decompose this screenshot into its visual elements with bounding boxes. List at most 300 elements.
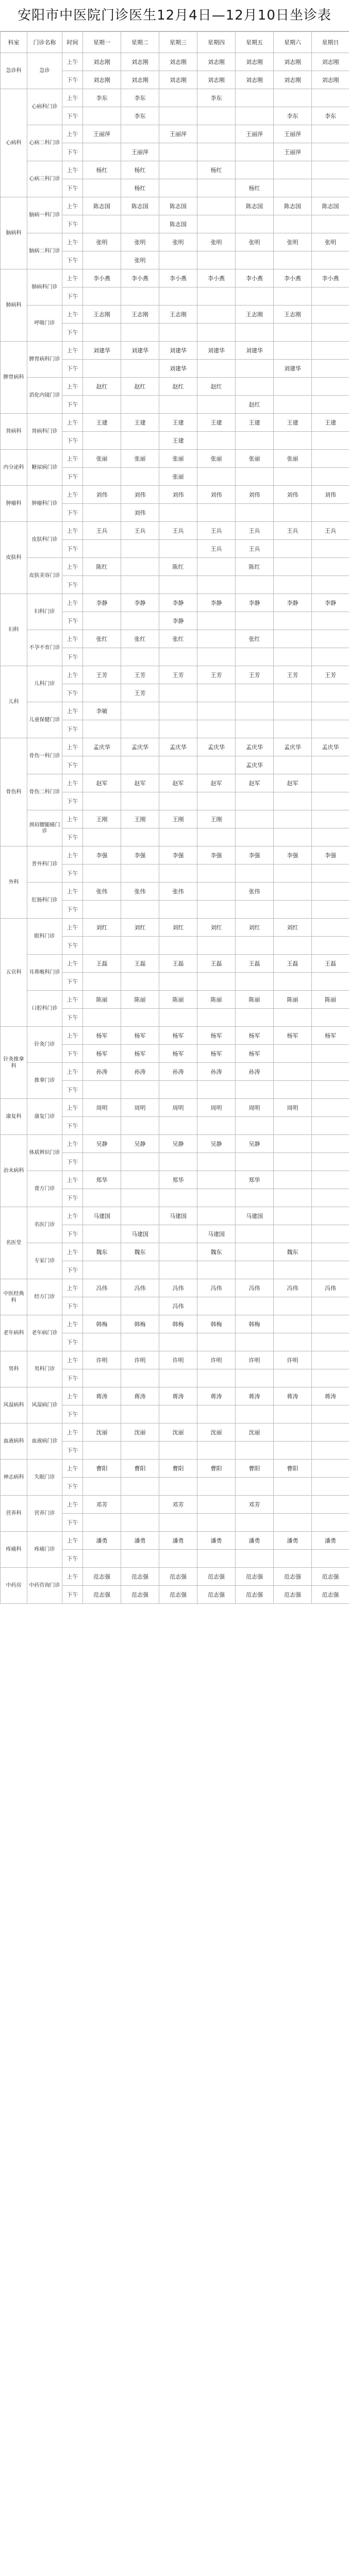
doctor-cell (197, 1478, 236, 1496)
doctor-cell: 李小燕 (274, 269, 312, 287)
doctor-cell (236, 1442, 274, 1460)
doctor-cell: 杨军 (274, 1027, 312, 1045)
doctor-cell: 张丽 (236, 450, 274, 468)
doctor-cell: 杨军 (121, 1027, 159, 1045)
doctor-cell (83, 720, 121, 738)
period-cell: 下午 (62, 720, 83, 738)
doctor-cell: 王磊 (274, 955, 312, 973)
doctor-cell (274, 1189, 312, 1207)
doctor-cell: 刘红 (274, 919, 312, 937)
doctor-cell (197, 504, 236, 522)
period-cell: 下午 (62, 71, 83, 89)
doctor-cell: 王刚 (159, 810, 197, 828)
doctor-cell (236, 1550, 274, 1568)
doctor-cell (159, 865, 197, 883)
doctor-cell (83, 360, 121, 378)
doctor-cell (312, 901, 349, 919)
doctor-cell: 张丽 (159, 450, 197, 468)
doctor-cell (236, 865, 274, 883)
doctor-cell: 李小燕 (236, 269, 274, 287)
doctor-cell: 范志强 (197, 1586, 236, 1604)
doctor-cell (197, 197, 236, 215)
doctor-cell (121, 1369, 159, 1387)
period-cell: 下午 (62, 432, 83, 450)
doctor-cell (236, 1369, 274, 1387)
doctor-cell: 张伟 (121, 883, 159, 901)
doctor-cell (236, 1081, 274, 1099)
doctor-cell (197, 883, 236, 901)
table-row (1, 1135, 349, 1153)
doctor-cell: 孟庆华 (121, 738, 159, 756)
doctor-cell: 赵军 (236, 774, 274, 792)
doctor-cell: 王兵 (159, 522, 197, 540)
doctor-cell (197, 1189, 236, 1207)
doctor-cell: 张丽 (159, 468, 197, 486)
department-name: 血液病科 (1, 1423, 27, 1460)
doctor-cell: 吴静 (197, 1135, 236, 1153)
doctor-cell (197, 1207, 236, 1225)
clinic-name: 肿瘤科门诊 (27, 486, 62, 522)
period-cell: 上午 (62, 1568, 83, 1586)
doctor-cell (121, 720, 159, 738)
period-cell: 下午 (62, 1009, 83, 1027)
doctor-cell (159, 107, 197, 125)
doctor-cell (121, 828, 159, 846)
header-cell: 星期二 (121, 32, 159, 53)
table-row (1, 1387, 349, 1405)
doctor-cell: 马建国 (83, 1207, 121, 1225)
period-cell: 下午 (62, 828, 83, 846)
doctor-cell (159, 828, 197, 846)
doctor-cell (197, 1496, 236, 1514)
doctor-cell (236, 702, 274, 720)
doctor-cell (312, 342, 349, 360)
doctor-cell (274, 973, 312, 991)
doctor-cell (312, 630, 349, 648)
table-row (1, 1351, 349, 1369)
doctor-cell (197, 251, 236, 269)
doctor-cell: 陈丽 (236, 991, 274, 1009)
doctor-cell: 刘建华 (159, 342, 197, 360)
doctor-cell (274, 1045, 312, 1063)
doctor-cell (236, 1478, 274, 1496)
doctor-cell: 李强 (236, 846, 274, 865)
doctor-cell: 赵红 (197, 378, 236, 396)
doctor-cell (236, 378, 274, 396)
doctor-cell: 刘志刚 (159, 71, 197, 89)
doctor-cell (121, 324, 159, 342)
doctor-cell: 范志强 (159, 1586, 197, 1604)
period-cell: 下午 (62, 1405, 83, 1423)
doctor-cell (159, 1369, 197, 1387)
period-cell: 下午 (62, 1261, 83, 1279)
doctor-cell (83, 540, 121, 558)
doctor-cell: 沈丽 (83, 1423, 121, 1442)
doctor-cell (121, 1009, 159, 1027)
doctor-cell: 刘志刚 (121, 53, 159, 71)
doctor-cell (83, 1081, 121, 1099)
period-cell: 下午 (62, 1225, 83, 1243)
table-row (1, 919, 349, 937)
doctor-cell (312, 396, 349, 414)
table-row (1, 702, 349, 720)
doctor-cell (197, 1261, 236, 1279)
doctor-cell: 王建 (121, 414, 159, 432)
doctor-cell: 范志强 (159, 1568, 197, 1586)
period-cell: 下午 (62, 576, 83, 594)
doctor-cell: 杨红 (121, 161, 159, 179)
doctor-cell (159, 756, 197, 774)
doctor-cell (274, 1423, 312, 1442)
clinic-name: 皮肤美容门诊 (27, 558, 62, 594)
doctor-cell: 韩梅 (236, 1315, 274, 1333)
doctor-cell: 孟庆华 (236, 738, 274, 756)
period-cell: 上午 (62, 1423, 83, 1442)
doctor-cell (274, 378, 312, 396)
period-cell: 上午 (62, 161, 83, 179)
doctor-cell (159, 973, 197, 991)
period-cell: 上午 (62, 558, 83, 576)
clinic-name: 经方门诊 (27, 1279, 62, 1315)
doctor-cell: 张明 (159, 233, 197, 251)
department-name: 妇科 (1, 594, 27, 666)
doctor-cell (197, 324, 236, 342)
doctor-cell (197, 630, 236, 648)
period-cell: 上午 (62, 414, 83, 432)
doctor-cell (197, 558, 236, 576)
period-cell: 上午 (62, 919, 83, 937)
doctor-cell: 王丽萍 (274, 143, 312, 161)
doctor-cell: 许明 (236, 1351, 274, 1369)
doctor-cell: 郑华 (236, 1171, 274, 1189)
doctor-cell: 蒋涛 (274, 1387, 312, 1405)
doctor-cell: 曹阳 (197, 1460, 236, 1478)
doctor-cell (312, 1460, 349, 1478)
doctor-cell: 李强 (159, 846, 197, 865)
doctor-cell: 蒋涛 (312, 1387, 349, 1405)
clinic-name: 消化内镜门诊 (27, 378, 62, 414)
doctor-cell (312, 287, 349, 306)
doctor-cell (197, 865, 236, 883)
doctor-cell (197, 215, 236, 233)
doctor-cell (121, 1081, 159, 1099)
doctor-cell: 刘红 (236, 919, 274, 937)
table-row (1, 414, 349, 432)
doctor-cell: 沈丽 (236, 1423, 274, 1442)
doctor-cell (83, 1478, 121, 1496)
doctor-cell (159, 576, 197, 594)
doctor-cell: 孟庆华 (312, 738, 349, 756)
department-name: 肾病科 (1, 414, 27, 450)
period-cell: 下午 (62, 792, 83, 810)
doctor-cell (312, 1189, 349, 1207)
doctor-cell (159, 937, 197, 955)
doctor-cell (312, 1405, 349, 1423)
doctor-cell (236, 107, 274, 125)
period-cell: 下午 (62, 1550, 83, 1568)
doctor-cell: 潘勇 (83, 1532, 121, 1550)
doctor-cell (83, 1514, 121, 1532)
clinic-name: 急诊 (27, 53, 62, 89)
doctor-cell: 范志强 (121, 1568, 159, 1586)
table-row (1, 558, 349, 576)
doctor-cell: 陈红 (159, 558, 197, 576)
doctor-cell (159, 143, 197, 161)
doctor-cell (83, 215, 121, 233)
doctor-cell (236, 1117, 274, 1135)
doctor-cell: 刘建华 (197, 342, 236, 360)
doctor-cell (274, 720, 312, 738)
doctor-cell (274, 1496, 312, 1514)
doctor-cell: 杨军 (159, 1027, 197, 1045)
doctor-cell (274, 504, 312, 522)
doctor-cell (236, 287, 274, 306)
doctor-cell (83, 937, 121, 955)
period-cell: 上午 (62, 1496, 83, 1514)
doctor-cell: 王丽萍 (274, 125, 312, 143)
department-name: 皮肤科 (1, 522, 27, 594)
doctor-cell: 刘伟 (83, 486, 121, 504)
doctor-cell: 周明 (121, 1099, 159, 1117)
period-cell: 上午 (62, 197, 83, 215)
doctor-cell: 孟庆华 (83, 738, 121, 756)
doctor-cell (197, 576, 236, 594)
doctor-cell: 王磊 (197, 955, 236, 973)
period-cell: 下午 (62, 504, 83, 522)
doctor-cell: 王芳 (236, 666, 274, 684)
doctor-cell (274, 1081, 312, 1099)
doctor-cell: 冯伟 (197, 1279, 236, 1297)
doctor-cell (312, 432, 349, 450)
period-cell: 上午 (62, 89, 83, 107)
period-cell: 下午 (62, 1478, 83, 1496)
doctor-cell: 杨军 (236, 1027, 274, 1045)
clinic-name: 颈肩腰腿痛门诊 (27, 810, 62, 846)
doctor-cell (159, 251, 197, 269)
doctor-cell: 王兵 (121, 522, 159, 540)
doctor-cell (236, 684, 274, 702)
table-row (1, 594, 349, 612)
doctor-cell: 吴静 (83, 1135, 121, 1153)
doctor-cell (197, 1009, 236, 1027)
period-cell: 下午 (62, 1514, 83, 1532)
doctor-cell (312, 540, 349, 558)
doctor-cell: 刘志刚 (274, 53, 312, 71)
doctor-cell: 刘志刚 (197, 71, 236, 89)
schedule-table (0, 31, 349, 1604)
doctor-cell: 李强 (274, 846, 312, 865)
doctor-cell: 王兵 (274, 522, 312, 540)
doctor-cell (159, 287, 197, 306)
doctor-cell: 马建国 (121, 1225, 159, 1243)
doctor-cell (197, 1369, 236, 1387)
doctor-cell (274, 1405, 312, 1423)
doctor-cell: 王建 (83, 414, 121, 432)
clinic-name: 风湿病门诊 (27, 1387, 62, 1423)
doctor-cell (274, 540, 312, 558)
period-cell: 上午 (62, 486, 83, 504)
doctor-cell (236, 810, 274, 828)
doctor-cell (159, 540, 197, 558)
doctor-cell: 许明 (274, 1351, 312, 1369)
doctor-cell: 王磊 (236, 955, 274, 973)
doctor-cell (274, 612, 312, 630)
doctor-cell (236, 1009, 274, 1027)
doctor-cell (197, 612, 236, 630)
doctor-cell: 张明 (197, 233, 236, 251)
clinic-name: 普外科门诊 (27, 846, 62, 883)
doctor-cell (274, 883, 312, 901)
doctor-cell: 陈丽 (159, 991, 197, 1009)
doctor-cell (197, 143, 236, 161)
doctor-cell: 王芳 (312, 666, 349, 684)
period-cell: 下午 (62, 251, 83, 269)
doctor-cell (83, 251, 121, 269)
doctor-cell (83, 828, 121, 846)
doctor-cell (274, 684, 312, 702)
doctor-cell (274, 756, 312, 774)
doctor-cell (159, 1189, 197, 1207)
doctor-cell: 刘伟 (121, 504, 159, 522)
doctor-cell: 冯伟 (83, 1279, 121, 1297)
clinic-name: 脾胃病科门诊 (27, 342, 62, 378)
clinic-name: 耳鼻喉科门诊 (27, 955, 62, 991)
clinic-name: 呼吸门诊 (27, 306, 62, 342)
doctor-cell (121, 125, 159, 143)
doctor-cell (236, 251, 274, 269)
doctor-cell (197, 179, 236, 197)
doctor-cell (197, 1333, 236, 1351)
doctor-cell: 郑华 (83, 1171, 121, 1189)
doctor-cell: 沈丽 (159, 1423, 197, 1442)
page-title: 安阳市中医院门诊医生12月4日—12月10日坐诊表 (0, 0, 349, 31)
doctor-cell: 王志刚 (121, 306, 159, 324)
doctor-cell (274, 1063, 312, 1081)
doctor-cell (312, 504, 349, 522)
table-row (1, 161, 349, 179)
doctor-cell (312, 1117, 349, 1135)
doctor-cell (83, 865, 121, 883)
doctor-cell (312, 973, 349, 991)
period-cell: 下午 (62, 1586, 83, 1604)
doctor-cell (274, 1135, 312, 1153)
doctor-cell: 刘建华 (121, 342, 159, 360)
department-name: 骨伤科 (1, 738, 27, 846)
doctor-cell: 陈志国 (159, 215, 197, 233)
doctor-cell (197, 432, 236, 450)
doctor-cell (197, 1081, 236, 1099)
table-row (1, 197, 349, 215)
period-cell: 上午 (62, 1243, 83, 1261)
doctor-cell: 蒋涛 (159, 1387, 197, 1405)
table-row (1, 1099, 349, 1117)
period-cell: 下午 (62, 973, 83, 991)
doctor-cell: 陈志国 (159, 197, 197, 215)
doctor-cell: 王建 (312, 414, 349, 432)
doctor-cell (236, 1405, 274, 1423)
doctor-cell (274, 1297, 312, 1315)
doctor-cell (83, 143, 121, 161)
doctor-cell: 李静 (197, 594, 236, 612)
doctor-cell (236, 937, 274, 955)
doctor-cell (274, 702, 312, 720)
doctor-cell: 曹阳 (274, 1460, 312, 1478)
doctor-cell: 张红 (236, 630, 274, 648)
department-name: 儿科 (1, 666, 27, 738)
doctor-cell (312, 1243, 349, 1261)
period-cell: 下午 (62, 612, 83, 630)
doctor-cell: 陈志国 (274, 197, 312, 215)
clinic-name: 口腔科门诊 (27, 991, 62, 1027)
doctor-cell (159, 1153, 197, 1171)
table-row (1, 53, 349, 71)
doctor-cell (274, 1117, 312, 1135)
period-cell: 下午 (62, 468, 83, 486)
doctor-cell (312, 1009, 349, 1027)
doctor-cell (121, 540, 159, 558)
doctor-cell (197, 702, 236, 720)
period-cell: 下午 (62, 684, 83, 702)
department-name: 中药房 (1, 1568, 27, 1604)
doctor-cell (236, 324, 274, 342)
doctor-cell (197, 287, 236, 306)
doctor-cell: 陈丽 (312, 991, 349, 1009)
clinic-name: 脑病一科门诊 (27, 197, 62, 233)
period-cell: 下午 (62, 143, 83, 161)
doctor-cell (312, 774, 349, 792)
doctor-cell (159, 1478, 197, 1496)
doctor-cell (121, 360, 159, 378)
period-cell: 上午 (62, 1207, 83, 1225)
doctor-cell (236, 612, 274, 630)
doctor-cell: 李静 (83, 594, 121, 612)
doctor-cell (121, 792, 159, 810)
doctor-cell: 王志刚 (83, 306, 121, 324)
doctor-cell: 范志强 (197, 1568, 236, 1586)
clinic-name: 名医门诊 (27, 1207, 62, 1243)
doctor-cell (236, 504, 274, 522)
period-cell: 下午 (62, 107, 83, 125)
period-cell: 上午 (62, 1063, 83, 1081)
table-row (1, 1423, 349, 1442)
doctor-cell (121, 1442, 159, 1460)
period-cell: 上午 (62, 1460, 83, 1478)
doctor-cell (121, 576, 159, 594)
doctor-cell: 刘志刚 (159, 53, 197, 71)
doctor-cell: 冯伟 (312, 1279, 349, 1297)
table-row (1, 1243, 349, 1261)
doctor-cell (159, 1514, 197, 1532)
doctor-cell (83, 1333, 121, 1351)
doctor-cell (121, 287, 159, 306)
doctor-cell (236, 1225, 274, 1243)
doctor-cell (159, 1117, 197, 1135)
doctor-cell: 王志刚 (274, 306, 312, 324)
doctor-cell (312, 324, 349, 342)
doctor-cell: 刘红 (121, 919, 159, 937)
doctor-cell (274, 1315, 312, 1333)
clinic-name: 心病二科门诊 (27, 125, 62, 161)
table-row (1, 486, 349, 504)
department-name: 康复科 (1, 1099, 27, 1135)
doctor-cell: 魏东 (121, 1243, 159, 1261)
doctor-cell (274, 1171, 312, 1189)
period-cell: 下午 (62, 1045, 83, 1063)
doctor-cell (121, 901, 159, 919)
clinic-name: 糖尿病门诊 (27, 450, 62, 486)
period-cell: 上午 (62, 774, 83, 792)
doctor-cell (312, 1514, 349, 1532)
